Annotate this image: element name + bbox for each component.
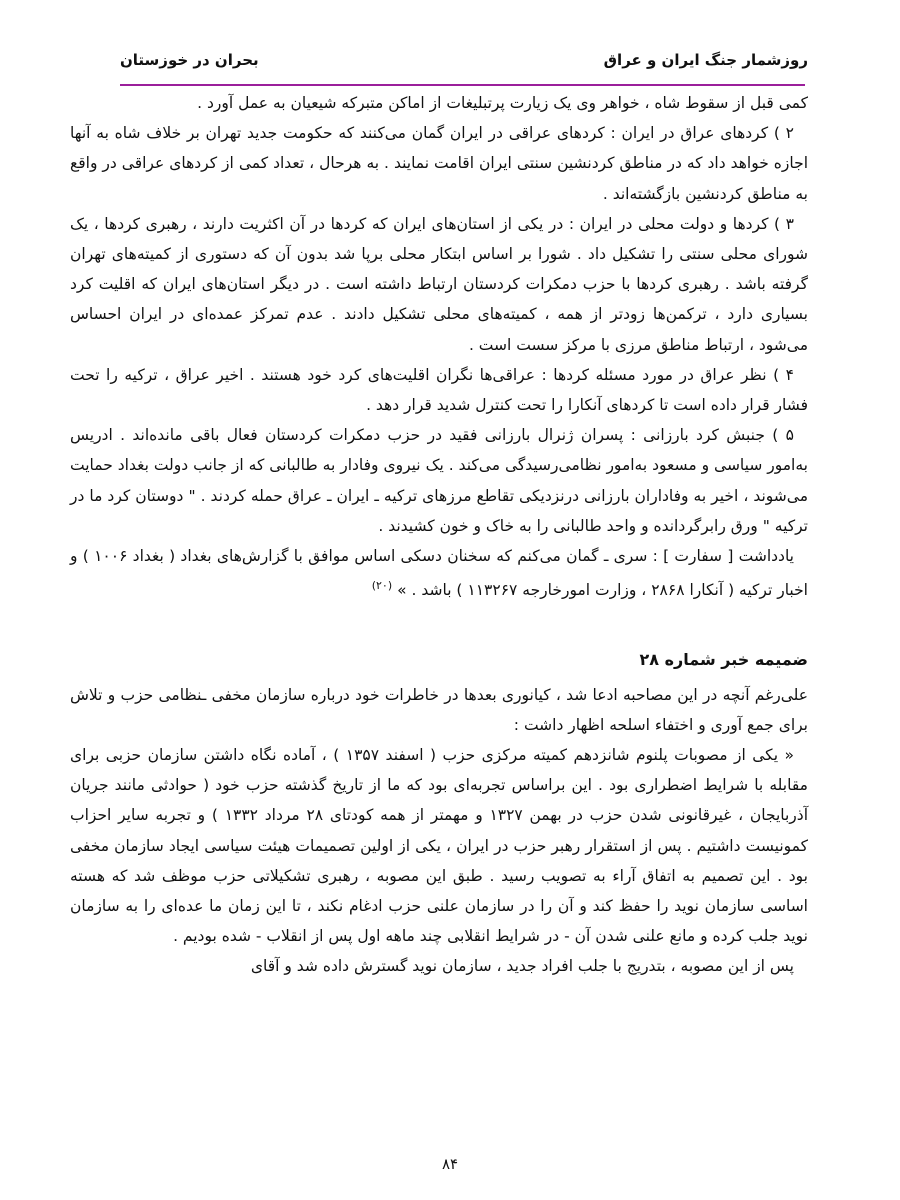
paragraph: ۲ ) کردهای عراق در ایران : کردهای عراقی در ایران گمان می‌کنند که حکومت جدید تهران بر خلاف شاه به آنها اجازه خواهد داد که در مناطق کردنشین سنتی ایران اقامت نمایند . به هرحال ، تعداد کمی از کردهای عراقی در واقع به مناطق کردنشین بازگشته‌اند .	[70, 124, 808, 203]
note-text: یادداشت [ سفارت ] : سری ـ گمان می‌کنم که سخنان دسکی اساس موافق با گزارش‌های بغداد ( بغداد ۱۰۰۶ ) و اخبار ترکیه ( آنکارا ۲۸۶۸ ، وزارت امورخارجه ۱۱۳۲۶۷ ) باشد . »	[70, 547, 808, 600]
running-header	[120, 48, 808, 72]
paragraph: علی‌رغم آنچه در این مصاحبه ادعا شد ، کیانوری بعدها در خاطرات خود درباره سازمان مخفی ـنظامی حزب و تلاش برای جمع آوری و اختفاء اسلحه اظهار داشت :	[70, 685, 808, 734]
appendix-title: ضمیمه خبر شماره ۲۸	[639, 649, 808, 669]
section-title: بحران در خوزستان	[120, 51, 259, 69]
paragraph: ۳ ) کردها و دولت محلی در ایران : در یکی از استان‌های ایران که کردها در آن اکثریت دارند ، رهبری کردها ، یک شورای محلی سنتی را تشکیل داد . شورا بر اساس ابتکار محلی برپا شد بدون آن که دستوری از کمیته‌های تهران گرفته باشد . رهبری کردها با حزب دمکرات کردستان ارتباط داشته است . در دیگر استان‌های ایران که اقلیت کرد بسیاری دارد ، ترکمن‌ها زودتر از همه ، کمیته‌های محلی تشکیل دادند . عدم تمرکز عمده‌ای در ایران احساس می‌شود ، ارتباط مناطق مرزی با مرکز سست است .	[70, 214, 808, 354]
paragraph: « یکی از مصوبات پلنوم شانزدهم کمیته مرکزی حزب ( اسفند ۱۳۵۷ ) ، آماده نگاه داشتن سازمان حزبی برای مقابله با شرایط اضطراری بود . این براساس تجربه‌ای بود که ما از تاریخ گذشته حزب خود ( حوادثی مانند جریان آذربایجان ، غیرقانونی شدن حزب در بهمن ۱۳۲۷ و مهمتر از همه کودتای ۲۸ مرداد ۱۳۳۲ ) و تجربه سایر احزاب کمونیست داشتیم . پس از استقرار رهبر حزب در ایران ، یکی از اولین تصمیمات هیئت سیاسی ایجاد سازمان مخفی بود . این تصمیم به اتفاق آراء به تصویب رسید . طبق این مصوبه ، رهبری تشکیلاتی حزب موظف شد که هسته اساسی سازمان نوید را حفظ کند و آن را در سازمان علنی حزب ادغام نکند ، تا این زمان ما عده‌ای را به سازمان نوید جلب کرده و مانع علنی شدن آن - در شرایط انقلابی چند ماهه اول پس از انقلاب - شده بودیم .	[70, 746, 808, 946]
page-number: ۸۴	[441, 1155, 459, 1173]
paragraph	[70, 541, 808, 606]
body-text	[70, 88, 808, 982]
paragraph: ۴ ) نظر عراق در مورد مسئله کردها : عراقی‌ها نگران اقلیت‌های کرد خود هستند . اخیر عراق ، ترکیه را تحت فشار قرار داده است تا کردهای آنکارا را تحت کنترل شدید قرار دهد .	[70, 365, 808, 415]
footnote-reference[interactable]: (۲۰)	[371, 579, 393, 593]
header-divider	[120, 84, 805, 86]
paragraph: ۵ ) جنبش کرد بارزانی : پسران ژنرال بارزانی فقید در حزب دمکرات کردستان فعال باقی مانده‌اند . ادریس به‌امور سیاسی و مسعود به‌امور نظامی‌رسیدگی می‌کند . یک نیروی وفادار به طالبانی که از جانب دولت بغداد حمایت می‌شوند ، اخیر به وفاداران بارزانی درنزدیکی تقاطع مرزهای ترکیه ـ ایران ـ عراق حمله کردند . " دوستان کرد ما در ترکیه " ورق رابرگردانده و واحد طالبانی را به خاک و خون کشیدند .	[70, 426, 808, 535]
paragraph: کمی قبل از سقوط شاه ، خواهر وی یک زیارت پرتبلیغات از اماکن متبرکه شیعیان به عمل آورد .	[197, 94, 808, 112]
paragraph: پس از این مصوبه ، بتدریج با جلب افراد جدید ، سازمان نوید گسترش داده شد و آقای	[250, 957, 794, 976]
book-title: روزشمار جنگ ایران و عراق	[603, 51, 808, 69]
